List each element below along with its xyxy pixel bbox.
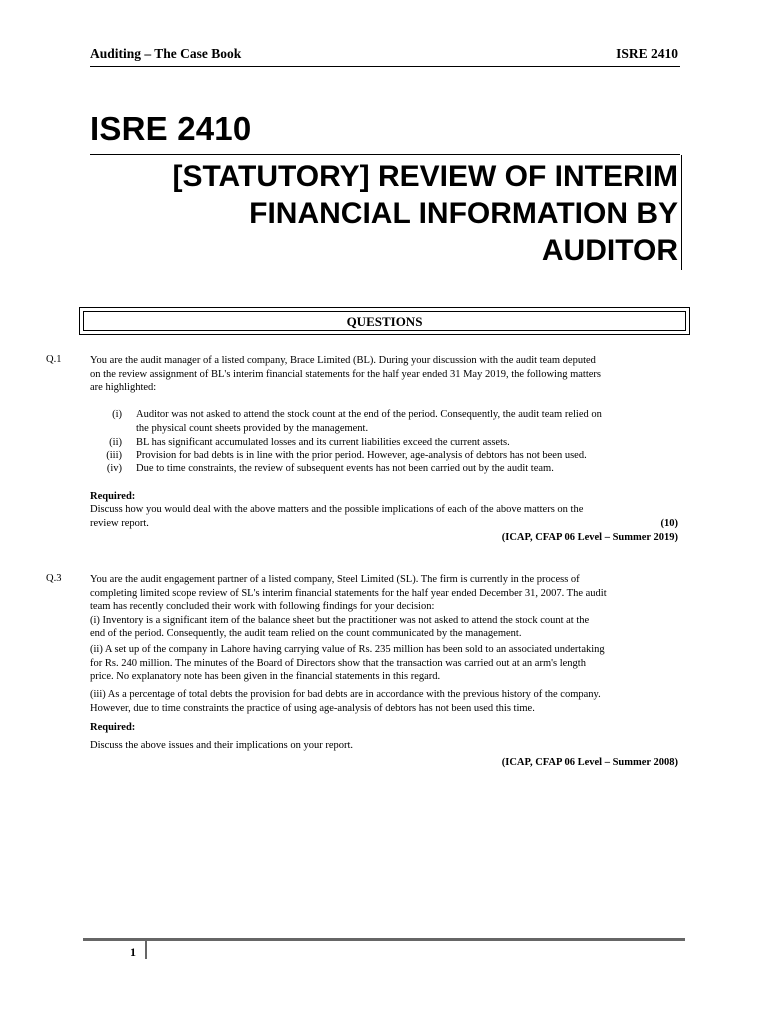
page-number: 1 bbox=[130, 945, 136, 959]
text-line: Discuss how you would deal with the above matters and the possible implications of each of the above matters on the bbox=[90, 504, 584, 515]
text-line: completing limited scope review of SL's interim financial statements for the half year ended December 31, 2007. The audit bbox=[90, 587, 607, 599]
required-label: Required: bbox=[90, 491, 136, 502]
required-label: Required: bbox=[90, 722, 136, 733]
title-side-rule bbox=[681, 155, 682, 270]
list-item-text: Provision for bad debts is in line with the prior period. However, age-analysis of debtors has not been used. bbox=[136, 450, 587, 461]
question-point bbox=[90, 688, 678, 715]
text-line: end of the period. Consequently, the audit team relied on the count communicated by the management. bbox=[90, 628, 522, 640]
header-book-title: Auditing – The Case Book bbox=[90, 46, 242, 61]
list-item-number: (i) bbox=[112, 409, 122, 420]
text-line: You are the audit manager of a listed company, Brace Limited (BL). During your discussion with the audit team deputed bbox=[90, 355, 596, 366]
text-line: (i) Inventory is a significant item of the balance sheet but the practitioner was not asked to attend the stock count at the bbox=[90, 614, 590, 626]
text-line: However, due to time constraints the practice of using age-analysis of debtors has not been used this time. bbox=[90, 702, 535, 714]
question-source: (ICAP, CFAP 06 Level – Summer 2008) bbox=[501, 757, 678, 768]
question-body bbox=[90, 573, 678, 641]
required-text: Discuss the above issues and their implications on your report. bbox=[90, 740, 354, 751]
list-item-number: (ii) bbox=[109, 437, 122, 448]
chapter-title bbox=[78, 158, 678, 269]
question-source: (ICAP, CFAP 06 Level – Summer 2019) bbox=[501, 532, 678, 543]
title-rule bbox=[90, 154, 680, 155]
questions-heading-box bbox=[79, 307, 690, 335]
header-chapter: ISRE 2410 bbox=[616, 46, 678, 61]
text-line: (iii) As a percentage of total debts the provision for bad debts are in accordance with the previous history of the company. bbox=[90, 689, 601, 700]
marks: (10) bbox=[660, 518, 678, 529]
text-line: price. No explanatory note has been given in the financial statements in this regard. bbox=[90, 671, 441, 683]
text-line: the physical count sheets provided by the management. bbox=[136, 422, 369, 434]
list-item-text bbox=[136, 408, 678, 435]
text-line: team has recently concluded their work with following findings for your decision: bbox=[90, 601, 435, 613]
footer-divider bbox=[145, 940, 147, 959]
text-line: You are the audit engagement partner of a listed company, Steel Limited (SL). The firm is currently in the process of bbox=[90, 574, 580, 585]
list-item-text: BL has significant accumulated losses and its current liabilities exceed the current assets. bbox=[136, 437, 510, 448]
chapter-code: ISRE 2410 bbox=[90, 110, 252, 147]
text-line: are highlighted: bbox=[90, 382, 157, 394]
question-intro bbox=[90, 354, 678, 395]
question-point bbox=[90, 643, 678, 684]
list-item-text: Due to time constraints, the review of subsequent events has not been carried out by the audit team. bbox=[136, 463, 554, 474]
chapter-title-line: [STATUTORY] REVIEW OF INTERIM bbox=[172, 160, 678, 193]
text-line: Auditor was not asked to attend the stock count at the end of the period. Consequently, the audit team relied on bbox=[136, 409, 602, 420]
text-line: for Rs. 240 million. The minutes of the Board of Directors show that the transaction was carried out at an arm's length bbox=[90, 657, 586, 669]
list-item-number: (iii) bbox=[106, 450, 122, 461]
questions-heading: QUESTIONS bbox=[83, 311, 686, 331]
chapter-title-line: FINANCIAL INFORMATION BY bbox=[249, 197, 678, 230]
question-number: Q.3 bbox=[46, 573, 62, 584]
header-rule bbox=[90, 66, 680, 67]
question-number: Q.1 bbox=[46, 354, 62, 365]
footer-rule bbox=[83, 938, 685, 941]
text-line: review report. bbox=[90, 517, 149, 529]
text-line: (ii) A set up of the company in Lahore having carrying value of Rs. 235 million has been sold to an associated undertaking bbox=[90, 644, 605, 655]
list-item-number: (iv) bbox=[106, 463, 122, 474]
chapter-title-line: AUDITOR bbox=[541, 234, 678, 267]
text-line: on the review assignment of BL's interim financial statements for the half year ended 31 May 2019, the following matters bbox=[90, 368, 602, 380]
